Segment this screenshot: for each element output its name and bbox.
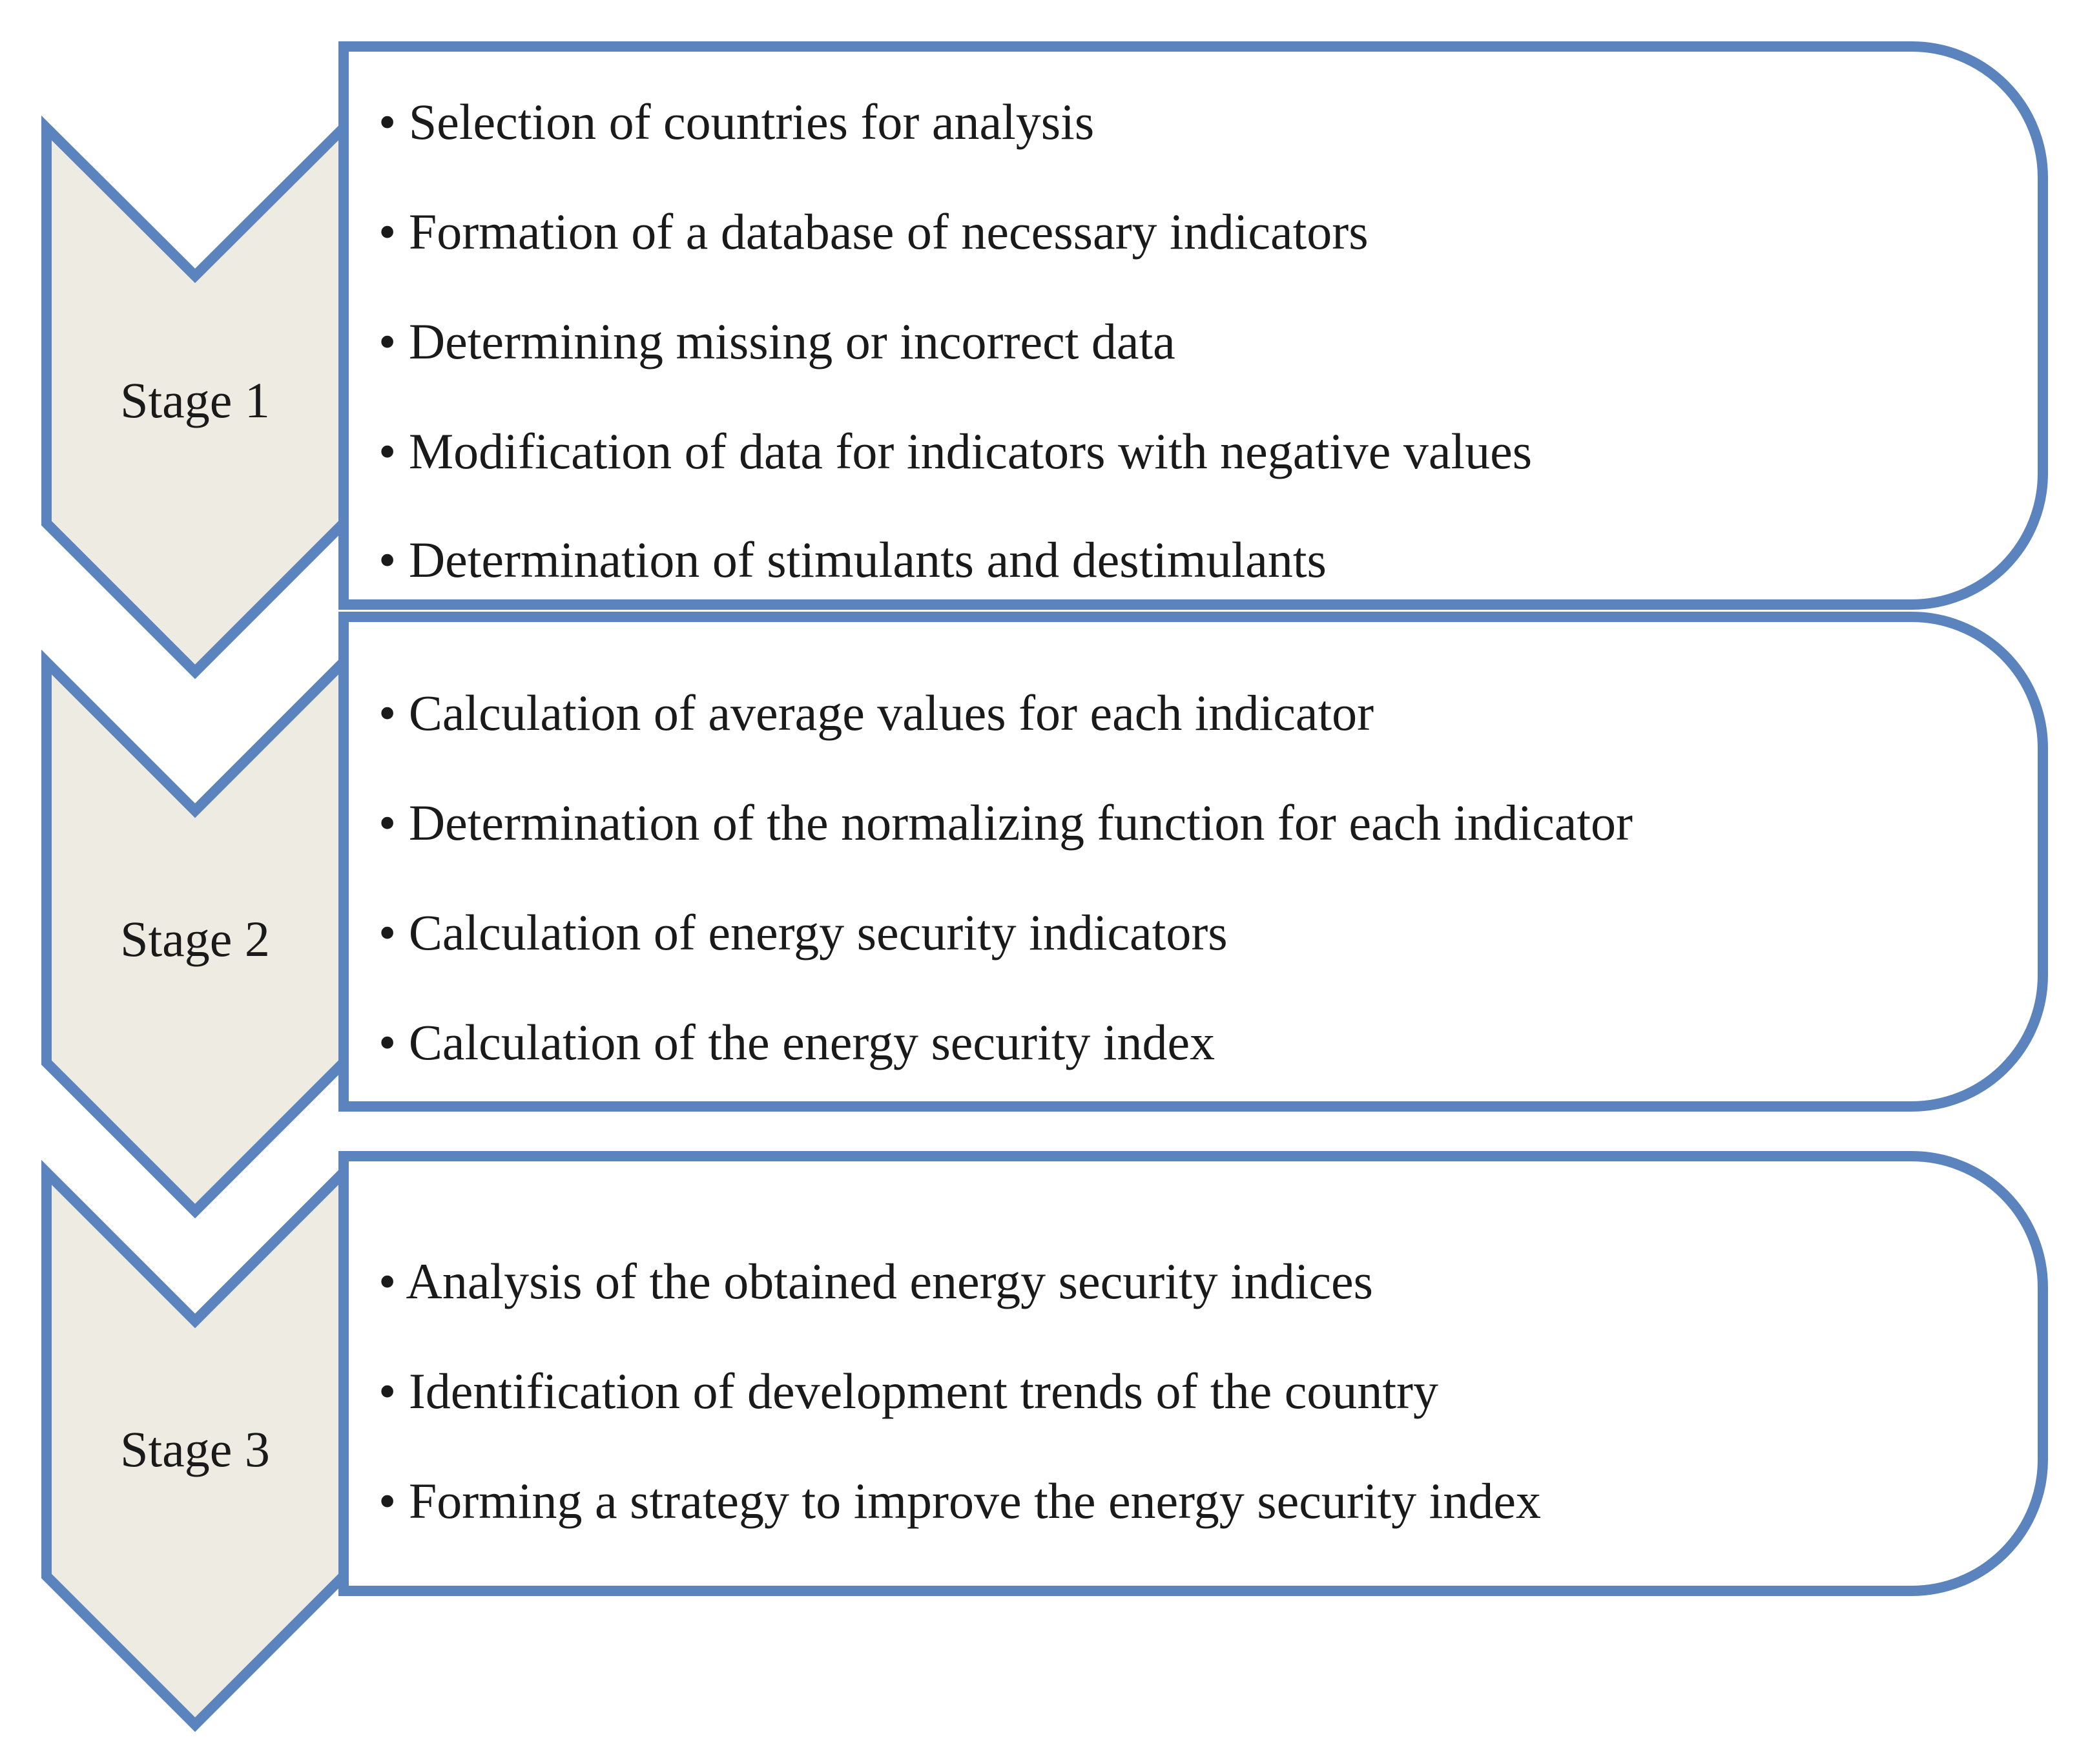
stage-2: [47, 617, 2043, 1211]
list-item: • Modification of data for indicators with negative values: [378, 423, 1533, 479]
list-item: • Determining missing or incorrect data: [378, 313, 1175, 369]
list-item: • Selection of countries for analysis: [378, 94, 1095, 150]
list-item: • Forming a strategy to improve the energy security index: [378, 1473, 1541, 1529]
stage-1: [47, 47, 2043, 672]
list-item: • Calculation of average values for each indicator: [378, 685, 1374, 741]
stage-2-label: Stage 2: [120, 911, 270, 967]
list-item: • Calculation of energy security indicators: [378, 904, 1228, 960]
stage-3: [47, 1156, 2043, 1725]
stage-3-label: Stage 3: [120, 1421, 270, 1477]
list-item: • Analysis of the obtained energy security indices: [378, 1253, 1374, 1309]
stage-3-items: [378, 1253, 1541, 1529]
list-item: • Calculation of the energy security index: [378, 1014, 1215, 1070]
stage-1-label: Stage 1: [120, 372, 270, 428]
list-item: • Determination of the normalizing function for each indicator: [378, 794, 1633, 851]
list-item: • Determination of stimulants and destimulants: [378, 532, 1327, 588]
list-item: • Identification of development trends of the country: [378, 1363, 1438, 1419]
list-item: • Formation of a database of necessary indicators: [378, 203, 1369, 260]
